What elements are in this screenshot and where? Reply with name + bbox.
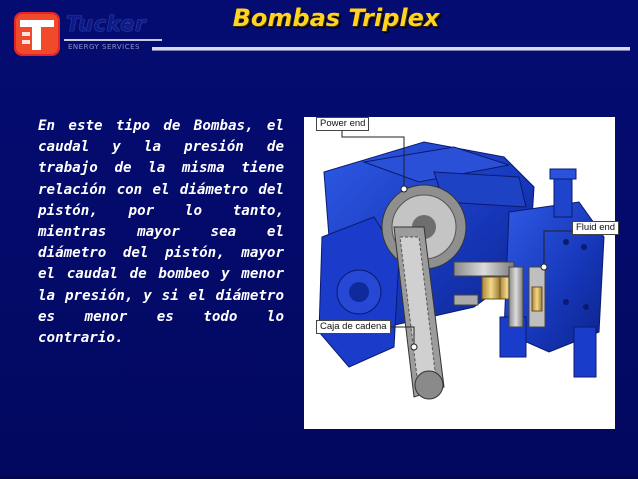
triplex-pump-diagram bbox=[304, 117, 615, 429]
tucker-logo bbox=[14, 8, 164, 58]
logo-subtitle: ENERGY SERVICES bbox=[68, 43, 140, 51]
logo-wordmark: Tucker bbox=[66, 12, 146, 36]
tucker-logo-mark-icon bbox=[14, 12, 60, 56]
callout-fluid-end: Fluid end bbox=[572, 221, 619, 235]
slide-title: Bombas Triplex bbox=[232, 4, 440, 32]
bottom-bar bbox=[0, 475, 638, 479]
header-divider-shadow bbox=[152, 50, 630, 51]
callout-power-end: Power end bbox=[316, 117, 369, 131]
body-paragraph: En este tipo de Bombas, el caudal y la presión de trabajo de la misma tiene relación con el diámetro del pistón, por lo tanto, mientras mayor sea el diámetro del pistón, mayor el caudal de bombeo y menor la presión, y si el diámetro es menor es todo lo contrario. bbox=[38, 118, 284, 347]
callout-caja-de-cadena: Caja de cadena bbox=[316, 320, 391, 334]
pump-illustration bbox=[304, 117, 615, 429]
logo-underline bbox=[64, 39, 162, 41]
